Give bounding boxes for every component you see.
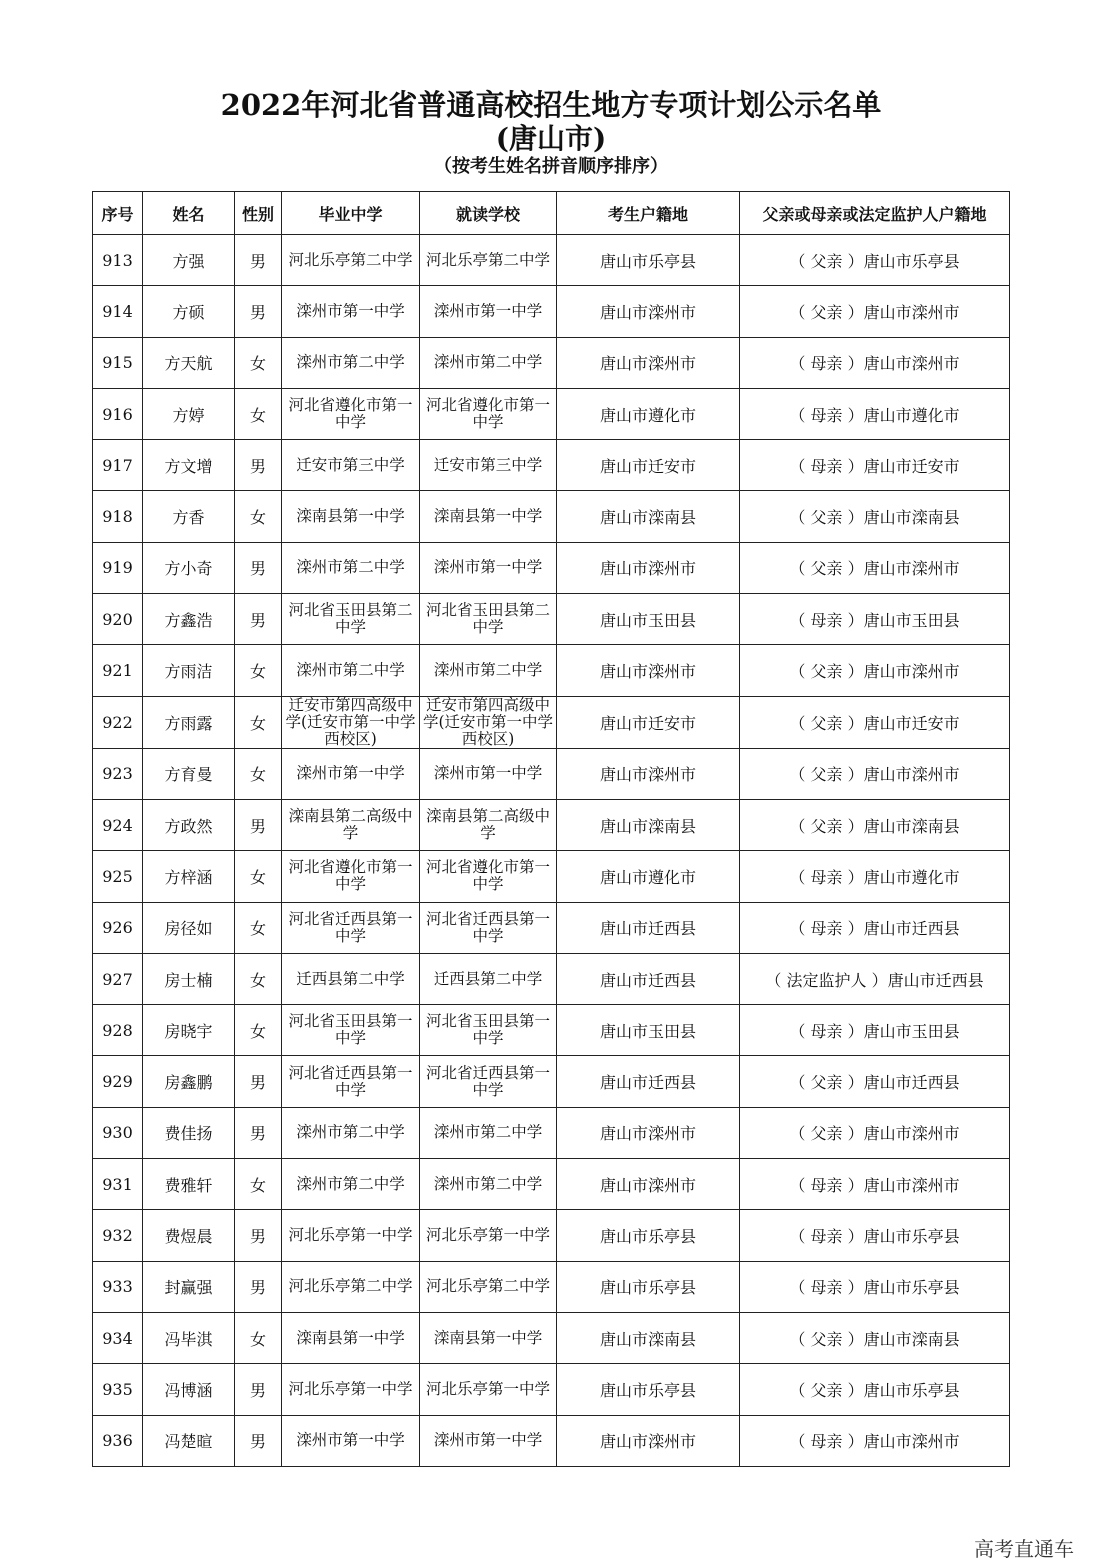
guardian-registration-cell: （ 父亲 ）唐山市迁西县: [740, 1056, 1010, 1107]
col-header-current-school: 就读学校: [420, 192, 557, 235]
guardian-registration-cell: （ 母亲 ）唐山市乐亭县: [740, 1210, 1010, 1261]
row-index-cell: 916: [93, 388, 143, 439]
current-school-cell: 河北省遵化市第一中学: [420, 388, 557, 439]
current-school-cell: 河北省玉田县第一中学: [420, 1005, 557, 1056]
table-row: [93, 748, 1010, 799]
gender-cell: 女: [235, 851, 282, 902]
graduation-school-cell: 滦州市第一中学: [282, 1415, 420, 1466]
current-school-cell: 滦州市第二中学: [420, 1107, 557, 1158]
gender-cell: 男: [235, 799, 282, 850]
graduation-school-cell: 滦州市第一中学: [282, 748, 420, 799]
row-index-cell: 924: [93, 799, 143, 850]
row-index-cell: 936: [93, 1415, 143, 1466]
guardian-registration-cell: （ 父亲 ）唐山市滦州市: [740, 286, 1010, 337]
gender-cell: 男: [235, 1107, 282, 1158]
guardian-registration-cell: （ 母亲 ）唐山市迁安市: [740, 440, 1010, 491]
graduation-school-cell: 河北省迁西县第一中学: [282, 902, 420, 953]
row-index-cell: 919: [93, 542, 143, 593]
row-index-cell: 928: [93, 1005, 143, 1056]
gender-cell: 男: [235, 1056, 282, 1107]
student-name-cell: 方硕: [143, 286, 235, 337]
household-registration-cell: 唐山市滦州市: [557, 1159, 740, 1210]
current-school-cell: 滦南县第一中学: [420, 491, 557, 542]
table-row: [93, 953, 1010, 1004]
col-header-guardian-registration: 父亲或母亲或法定监护人户籍地: [740, 192, 1010, 235]
admission-list-table: [92, 191, 1010, 1467]
graduation-school-cell: 滦州市第二中学: [282, 645, 420, 696]
guardian-registration-cell: （ 母亲 ）唐山市遵化市: [740, 851, 1010, 902]
household-registration-cell: 唐山市乐亭县: [557, 1364, 740, 1415]
current-school-cell: 河北省迁西县第一中学: [420, 1056, 557, 1107]
graduation-school-cell: 河北乐亭第二中学: [282, 1261, 420, 1312]
student-name-cell: 方小奇: [143, 542, 235, 593]
household-registration-cell: 唐山市乐亭县: [557, 1210, 740, 1261]
graduation-school-cell: 滦南县第二高级中学: [282, 799, 420, 850]
current-school-cell: 滦南县第一中学: [420, 1312, 557, 1363]
student-name-cell: 方婷: [143, 388, 235, 439]
gender-cell: 女: [235, 953, 282, 1004]
student-name-cell: 方强: [143, 235, 235, 286]
current-school-cell: 迁西县第二中学: [420, 953, 557, 1004]
table-row: [93, 1005, 1010, 1056]
table-row: [93, 594, 1010, 645]
household-registration-cell: 唐山市迁西县: [557, 1056, 740, 1107]
current-school-cell: 滦州市第一中学: [420, 542, 557, 593]
graduation-school-cell: 河北省玉田县第二中学: [282, 594, 420, 645]
student-name-cell: 房径如: [143, 902, 235, 953]
gender-cell: 女: [235, 1159, 282, 1210]
gender-cell: 女: [235, 696, 282, 748]
current-school-cell: 河北乐亭第二中学: [420, 1261, 557, 1312]
household-registration-cell: 唐山市滦州市: [557, 286, 740, 337]
col-header-name: 姓名: [143, 192, 235, 235]
sort-note: （按考生姓名拼音顺序排序）: [434, 156, 668, 177]
table-row: [93, 235, 1010, 286]
student-name-cell: 方梓涵: [143, 851, 235, 902]
guardian-registration-cell: （ 父亲 ）唐山市乐亭县: [740, 1364, 1010, 1415]
gender-cell: 男: [235, 1261, 282, 1312]
household-registration-cell: 唐山市乐亭县: [557, 235, 740, 286]
student-name-cell: 房鑫鹏: [143, 1056, 235, 1107]
row-index-cell: 918: [93, 491, 143, 542]
student-name-cell: 方政然: [143, 799, 235, 850]
guardian-registration-cell: （ 母亲 ）唐山市玉田县: [740, 1005, 1010, 1056]
gender-cell: 男: [235, 594, 282, 645]
household-registration-cell: 唐山市滦州市: [557, 748, 740, 799]
household-registration-cell: 唐山市迁安市: [557, 440, 740, 491]
col-header-graduation-school: 毕业中学: [282, 192, 420, 235]
household-registration-cell: 唐山市乐亭县: [557, 1261, 740, 1312]
graduation-school-cell: 河北省遵化市第一中学: [282, 388, 420, 439]
row-index-cell: 914: [93, 286, 143, 337]
household-registration-cell: 唐山市迁西县: [557, 953, 740, 1004]
gender-cell: 女: [235, 645, 282, 696]
household-registration-cell: 唐山市玉田县: [557, 594, 740, 645]
row-index-cell: 935: [93, 1364, 143, 1415]
table-row: [93, 388, 1010, 439]
household-registration-cell: 唐山市迁西县: [557, 902, 740, 953]
table-row: [93, 440, 1010, 491]
household-registration-cell: 唐山市迁安市: [557, 696, 740, 748]
graduation-school-cell: 河北乐亭第二中学: [282, 235, 420, 286]
gender-cell: 女: [235, 1005, 282, 1056]
graduation-school-cell: 滦州市第二中学: [282, 1159, 420, 1210]
row-index-cell: 929: [93, 1056, 143, 1107]
student-name-cell: 费煜晨: [143, 1210, 235, 1261]
row-index-cell: 922: [93, 696, 143, 748]
row-index-cell: 930: [93, 1107, 143, 1158]
gender-cell: 男: [235, 1210, 282, 1261]
graduation-school-cell: 滦州市第一中学: [282, 286, 420, 337]
student-name-cell: 方雨洁: [143, 645, 235, 696]
household-registration-cell: 唐山市滦州市: [557, 337, 740, 388]
table-row: [93, 902, 1010, 953]
guardian-registration-cell: （ 父亲 ）唐山市滦州市: [740, 542, 1010, 593]
gender-cell: 男: [235, 235, 282, 286]
gender-cell: 男: [235, 542, 282, 593]
student-name-cell: 费佳扬: [143, 1107, 235, 1158]
household-registration-cell: 唐山市遵化市: [557, 388, 740, 439]
row-index-cell: 920: [93, 594, 143, 645]
student-name-cell: 方文增: [143, 440, 235, 491]
student-name-cell: 方天航: [143, 337, 235, 388]
current-school-cell: 滦州市第一中学: [420, 748, 557, 799]
table-row: [93, 799, 1010, 850]
table-row: [93, 337, 1010, 388]
guardian-registration-cell: （ 父亲 ）唐山市滦州市: [740, 645, 1010, 696]
current-school-cell: 迁安市第三中学: [420, 440, 557, 491]
gender-cell: 女: [235, 491, 282, 542]
row-index-cell: 933: [93, 1261, 143, 1312]
current-school-cell: 滦州市第二中学: [420, 1159, 557, 1210]
current-school-cell: 河北乐亭第一中学: [420, 1364, 557, 1415]
guardian-registration-cell: （ 母亲 ）唐山市滦州市: [740, 337, 1010, 388]
current-school-cell: 河北省遵化市第一中学: [420, 851, 557, 902]
gender-cell: 女: [235, 337, 282, 388]
guardian-registration-cell: （ 法定监护人 ）唐山市迁西县: [740, 953, 1010, 1004]
household-registration-cell: 唐山市滦州市: [557, 645, 740, 696]
col-header-household-registration: 考生户籍地: [557, 192, 740, 235]
gender-cell: 男: [235, 440, 282, 491]
gender-cell: 女: [235, 902, 282, 953]
table-row: [93, 1107, 1010, 1158]
row-index-cell: 925: [93, 851, 143, 902]
household-registration-cell: 唐山市滦州市: [557, 542, 740, 593]
gender-cell: 男: [235, 1364, 282, 1415]
graduation-school-cell: 迁西县第二中学: [282, 953, 420, 1004]
watermark-text: 高考直通车: [974, 1537, 1074, 1561]
row-index-cell: 921: [93, 645, 143, 696]
student-name-cell: 冯博涵: [143, 1364, 235, 1415]
household-registration-cell: 唐山市滦南县: [557, 1312, 740, 1363]
graduation-school-cell: 河北乐亭第一中学: [282, 1210, 420, 1261]
row-index-cell: 915: [93, 337, 143, 388]
guardian-registration-cell: （ 父亲 ）唐山市迁安市: [740, 696, 1010, 748]
guardian-registration-cell: （ 父亲 ）唐山市乐亭县: [740, 235, 1010, 286]
guardian-registration-cell: （ 母亲 ）唐山市遵化市: [740, 388, 1010, 439]
household-registration-cell: 唐山市滦州市: [557, 1107, 740, 1158]
gender-cell: 女: [235, 1312, 282, 1363]
guardian-registration-cell: （ 母亲 ）唐山市迁西县: [740, 902, 1010, 953]
student-name-cell: 方香: [143, 491, 235, 542]
table-row: [93, 1159, 1010, 1210]
gender-cell: 男: [235, 1415, 282, 1466]
graduation-school-cell: 迁安市第四高级中学(迁安市第一中学西校区): [282, 696, 420, 748]
current-school-cell: 河北乐亭第二中学: [420, 235, 557, 286]
row-index-cell: 917: [93, 440, 143, 491]
row-index-cell: 923: [93, 748, 143, 799]
student-name-cell: 方雨露: [143, 696, 235, 748]
student-name-cell: 冯楚暄: [143, 1415, 235, 1466]
student-name-cell: 冯毕淇: [143, 1312, 235, 1363]
graduation-school-cell: 滦南县第一中学: [282, 491, 420, 542]
student-name-cell: 房晓宇: [143, 1005, 235, 1056]
table-row: [93, 696, 1010, 748]
guardian-registration-cell: （ 父亲 ）唐山市滦南县: [740, 491, 1010, 542]
graduation-school-cell: 河北省遵化市第一中学: [282, 851, 420, 902]
student-name-cell: 房士楠: [143, 953, 235, 1004]
table-row: [93, 851, 1010, 902]
row-index-cell: 926: [93, 902, 143, 953]
graduation-school-cell: 滦州市第二中学: [282, 337, 420, 388]
graduation-school-cell: 滦州市第二中学: [282, 542, 420, 593]
current-school-cell: 滦州市第一中学: [420, 286, 557, 337]
current-school-cell: 河北乐亭第一中学: [420, 1210, 557, 1261]
table-row: [93, 491, 1010, 542]
gender-cell: 女: [235, 748, 282, 799]
household-registration-cell: 唐山市滦南县: [557, 799, 740, 850]
current-school-cell: 滦州市第二中学: [420, 645, 557, 696]
current-school-cell: 滦州市第二中学: [420, 337, 557, 388]
table-header-row: [93, 192, 1010, 235]
table-row: [93, 645, 1010, 696]
current-school-cell: 滦州市第一中学: [420, 1415, 557, 1466]
page-subtitle: (唐山市): [495, 122, 607, 155]
current-school-cell: 迁安市第四高级中学(迁安市第一中学西校区): [420, 696, 557, 748]
graduation-school-cell: 滦南县第一中学: [282, 1312, 420, 1363]
guardian-registration-cell: （ 父亲 ）唐山市滦州市: [740, 748, 1010, 799]
gender-cell: 男: [235, 286, 282, 337]
graduation-school-cell: 河北省迁西县第一中学: [282, 1056, 420, 1107]
table-row: [93, 1364, 1010, 1415]
student-name-cell: 费雅轩: [143, 1159, 235, 1210]
household-registration-cell: 唐山市滦南县: [557, 491, 740, 542]
graduation-school-cell: 河北省玉田县第一中学: [282, 1005, 420, 1056]
table-row: [93, 1312, 1010, 1363]
gender-cell: 女: [235, 388, 282, 439]
guardian-registration-cell: （ 母亲 ）唐山市滦州市: [740, 1159, 1010, 1210]
row-index-cell: 913: [93, 235, 143, 286]
table-row: [93, 1261, 1010, 1312]
student-name-cell: 方鑫浩: [143, 594, 235, 645]
page-title: 2022年河北省普通高校招生地方专项计划公示名单: [220, 88, 882, 122]
guardian-registration-cell: （ 母亲 ）唐山市玉田县: [740, 594, 1010, 645]
col-header-gender: 性别: [235, 192, 282, 235]
current-school-cell: 河北省迁西县第一中学: [420, 902, 557, 953]
graduation-school-cell: 滦州市第二中学: [282, 1107, 420, 1158]
current-school-cell: 河北省玉田县第二中学: [420, 594, 557, 645]
table-row: [93, 1056, 1010, 1107]
table-row: [93, 286, 1010, 337]
row-index-cell: 931: [93, 1159, 143, 1210]
guardian-registration-cell: （ 父亲 ）唐山市滦州市: [740, 1107, 1010, 1158]
row-index-cell: 927: [93, 953, 143, 1004]
guardian-registration-cell: （ 父亲 ）唐山市滦南县: [740, 799, 1010, 850]
student-name-cell: 封赢强: [143, 1261, 235, 1312]
table-row: [93, 1415, 1010, 1466]
row-index-cell: 934: [93, 1312, 143, 1363]
guardian-registration-cell: （ 父亲 ）唐山市滦南县: [740, 1312, 1010, 1363]
row-index-cell: 932: [93, 1210, 143, 1261]
household-registration-cell: 唐山市滦州市: [557, 1415, 740, 1466]
graduation-school-cell: 河北乐亭第一中学: [282, 1364, 420, 1415]
student-name-cell: 方育曼: [143, 748, 235, 799]
household-registration-cell: 唐山市遵化市: [557, 851, 740, 902]
guardian-registration-cell: （ 母亲 ）唐山市乐亭县: [740, 1261, 1010, 1312]
household-registration-cell: 唐山市玉田县: [557, 1005, 740, 1056]
table-row: [93, 542, 1010, 593]
current-school-cell: 滦南县第二高级中学: [420, 799, 557, 850]
col-header-index: 序号: [93, 192, 143, 235]
guardian-registration-cell: （ 母亲 ）唐山市滦州市: [740, 1415, 1010, 1466]
graduation-school-cell: 迁安市第三中学: [282, 440, 420, 491]
table-row: [93, 1210, 1010, 1261]
